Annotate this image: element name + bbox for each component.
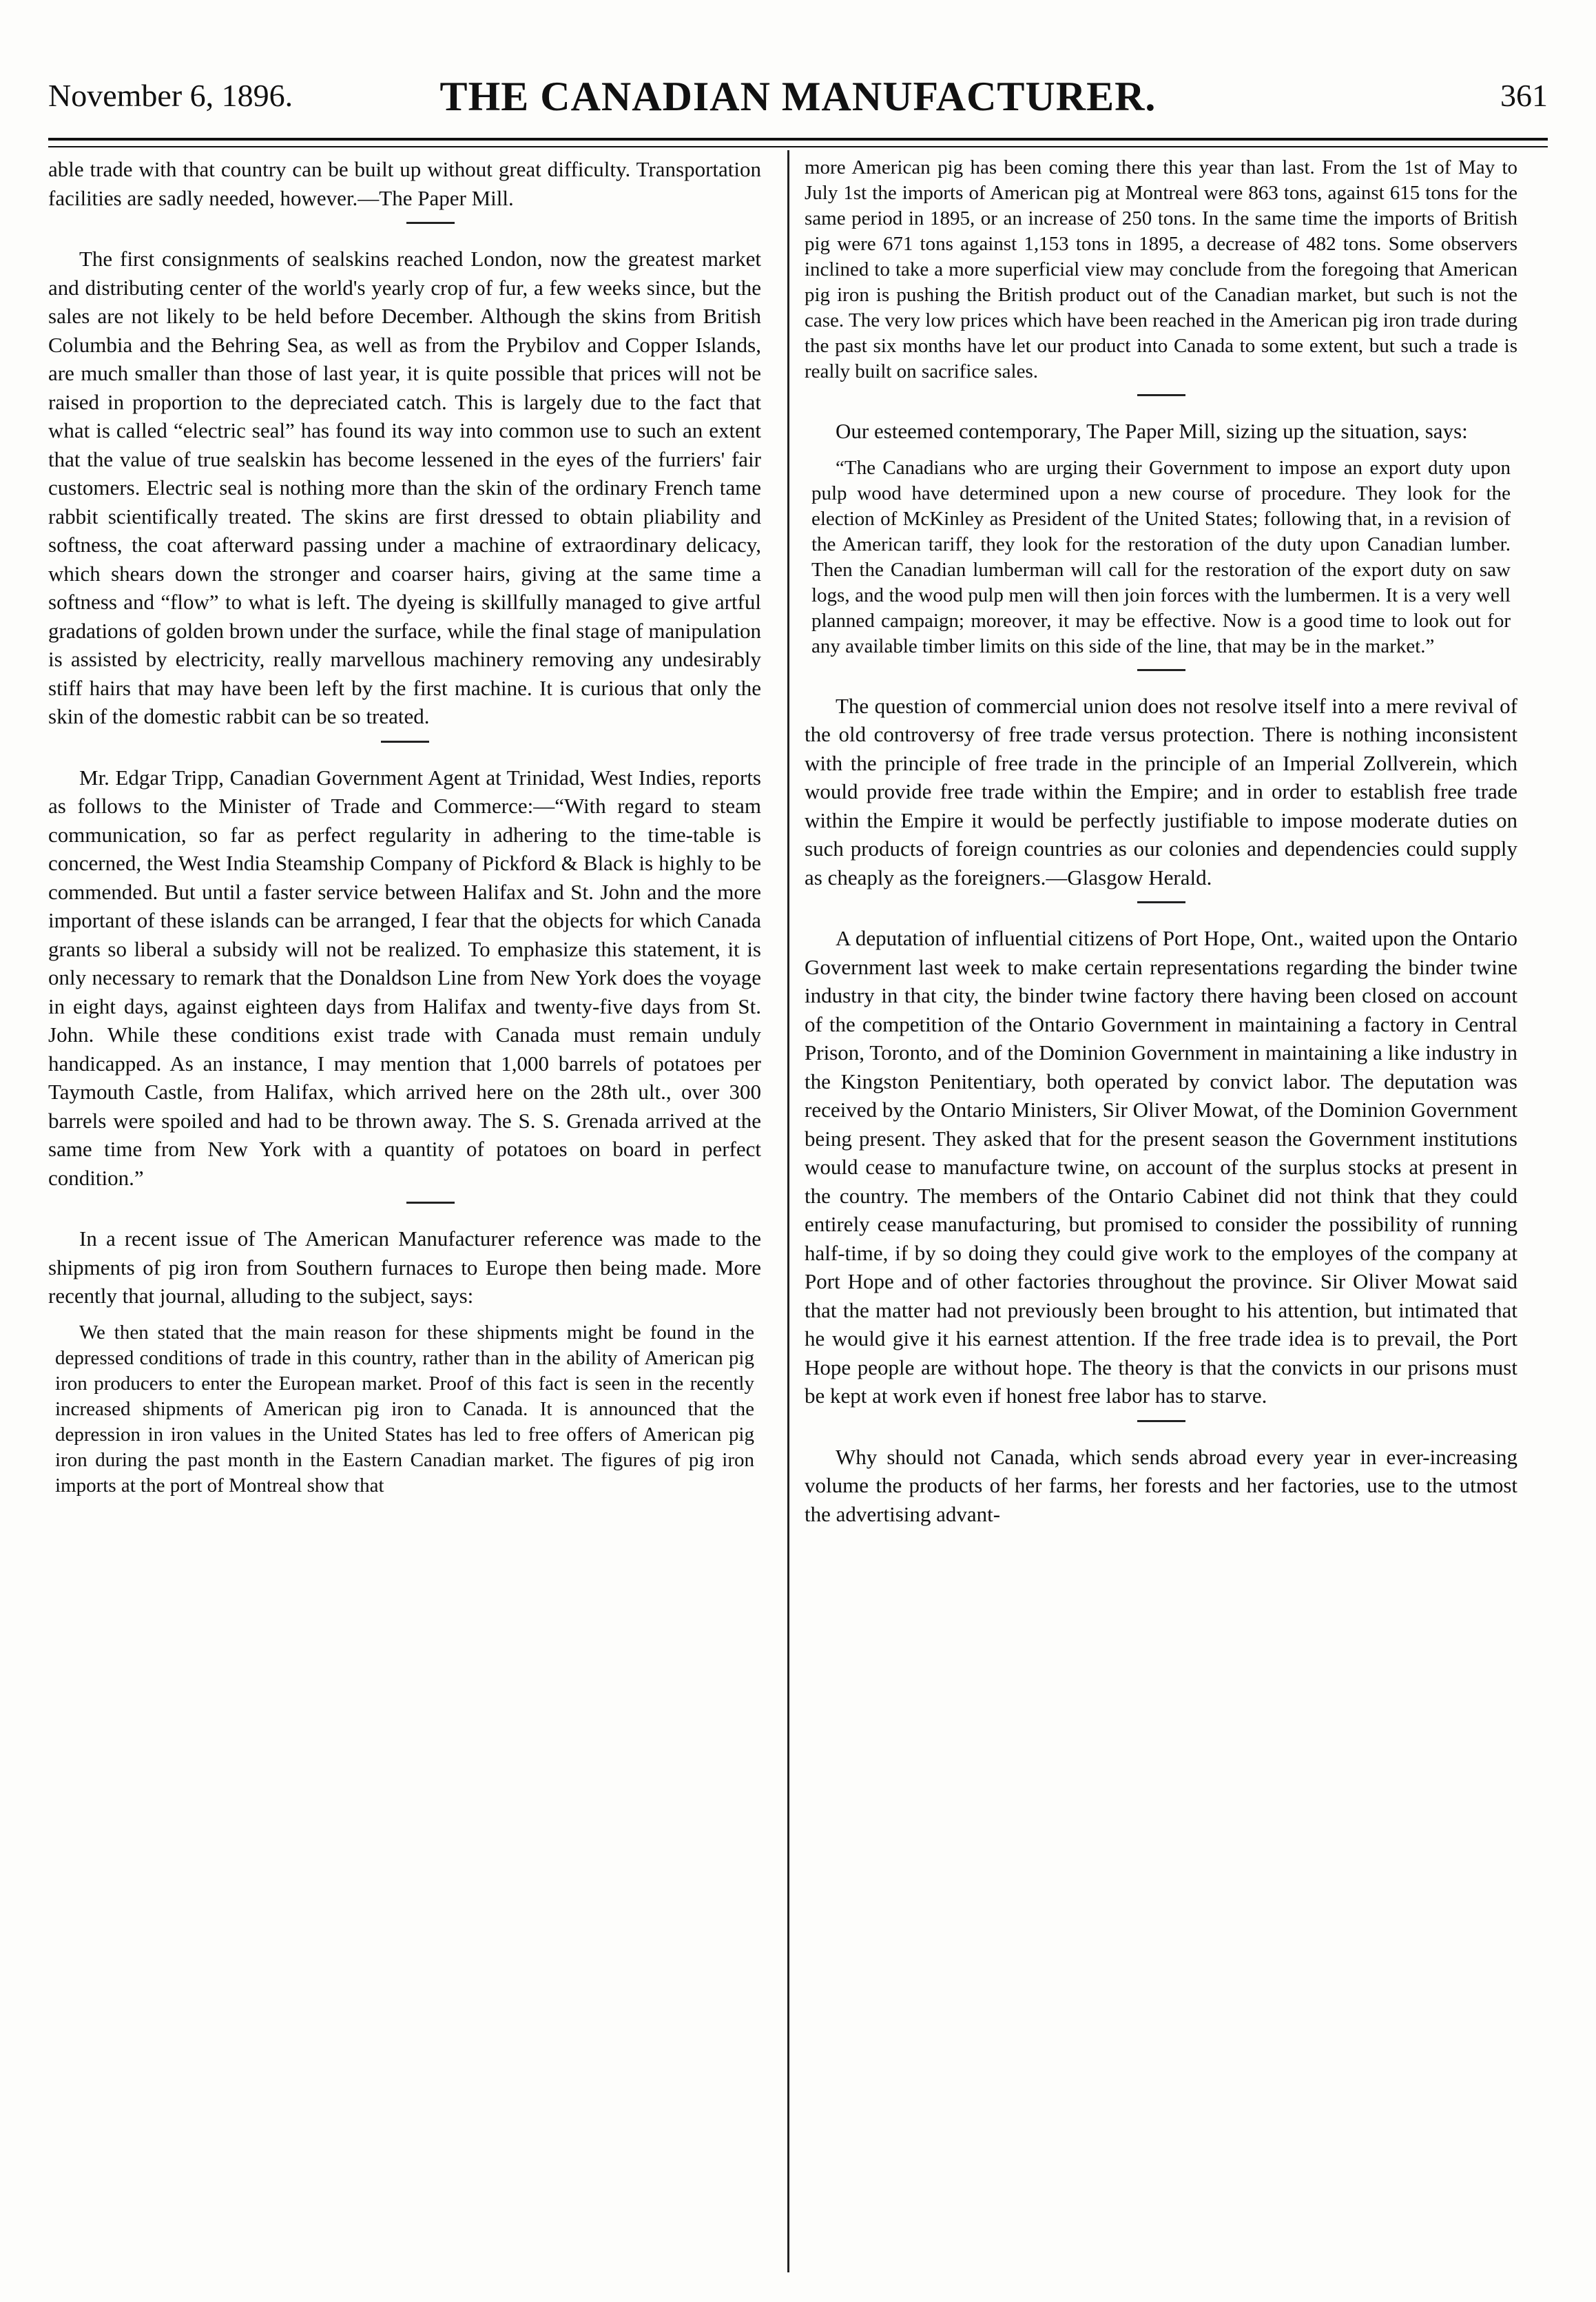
article-paper-mill-quote: “The Canadians who are urging their Government to impose an export duty upon pulp wood have determined upon a new course of procedure. They look for the election of McKinley as President of the United States; following that, in a revision of the American tariff, they look for the restoration of the duty upon Canadian lumber. Then the Canadian lumberman will call for the restoration of the export duty on saw logs, and the wood pulp men will then join forces with the lumbermen. It is a very well planned campaign; moreover, it may be effective. Now is a good time to look out for any available timber limits on this side of the line, that may be in the market.” <box>811 456 1511 657</box>
article-pig-iron-intro: In a recent issue of The American Manufacturer reference was made to the shipments of pig iron from Southern furnaces to Europe then being made. More recently that journal, alluding to the subject, says: <box>48 1226 761 1308</box>
article-canada-advertising: Why should not Canada, which sends abroad every year in ever-increasing volume the products of her farms, her forests and her factories, use to the utmost the advertising advant- <box>805 1444 1517 1526</box>
page-number: 361 <box>1500 78 1548 113</box>
article-pig-iron-quote-cont: more American pig has been coming there this year than last. From the 1st of May to July 1st the imports of American pig at Montreal were 863 tons, against 615 tons for the same period in 1895, or an increase of 250 tons. In the same time the imports of British pig were 671 tons against 1,153 tons in 1895, a decrease of 482 tons. Some observers inclined to take a more superficial view may conclude from the foregoing that American pig iron is pushing the British product out of the Canadian market, but such is not the case. The very low prices which have been reached in the American pig iron trade during the past six months have let our product into Canada to some extent, but such a trade is really built on sacrifice sales. <box>805 156 1517 382</box>
header-rule-thin <box>48 146 1548 147</box>
article-separator <box>1137 394 1185 396</box>
article-pig-iron-quote: We then stated that the main reason for these shipments might be found in the depressed conditions of trade in this country, rather than in the ability of American pig iron producers to enter the European market. Proof of this fact is seen in the recently increased shipments of American pig iron to Canada. It is announced that the depression in iron values in the United States has led to free offers of American pig iron during the past month in the Eastern Canadian market. The figures of pig iron imports at the port of Montreal show that <box>55 1321 754 1497</box>
article-sealskins: The first consignments of sealskins reached London, now the greatest market and distributing center of the world's yearly crop of fur, a few weeks since, but the sales are not likely to be held before December. Although the skins from British Columbia and the Behring Sea, as well as from the Prybilov and Copper Islands, are much smaller than those of last year, it is quite possible that prices will not be raised in proportion to the depreciated catch. This is largely due to the fact that what is called “electric seal” has found its way into common use to such an extent that the value of true sealskin has become lessened in the eyes of the furriers' fair customers. Electric seal is nothing more than the skin of the ordinary French tame rabbit scientifically treated. The skins are first dressed to obtain pliability and softness, the coat afterward passing under a machine of extraordinary delicacy, which shears down the stronger and coarser hairs, giving at the same time a softness and “flow” to what is left. The dyeing is skillfully managed to give artful gradations of golden brown under the surface, while the final stage of manipulation is assisted by electricity, really marvellous machinery removing any undesirably stiff hairs that may have been left by the first machine. It is curious that only the skin of the domestic rabbit can be so treated. <box>48 247 761 728</box>
article-edgar-tripp: Mr. Edgar Tripp, Canadian Government Agent at Trinidad, West Indies, reports as follows to the Minister of Trade and Commerce:—“With regard to steam communication, so far as perfect regularity in adhering to the time-table is concerned, the West India Steamship Company of Pickford & Black is highly to be commended. But until a faster service between Halifax and St. John and the more important of these islands can be arranged, I fear that the objects for which Canada grants so liberal a subsidy will not be realized. To emphasize this statement, it is only necessary to remark that the Donaldson Line from New York does the voyage in eight days, against eighteen days from Halifax and twenty-five days from St. John. While these conditions exist trade with Canada must remain unduly handicapped. As an instance, I may mention that 1,000 barrels of potatoes per Taymouth Castle, from Halifax, which arrived here on the 28th ult., over 300 barrels were spoiled and had to be thrown away. The S. S. Grenada arrived at the same time from New York with a quantity of potatoes on board in perfect condition.” <box>48 765 761 1190</box>
article-separator <box>1137 669 1185 671</box>
column-divider <box>787 150 789 2272</box>
article-port-hope-deputation: A deputation of influential citizens of Port Hope, Ont., waited upon the Ontario Government last week to make certain representations regarding the binder twine industry in that city, the binder twine factory there having been closed on account of the competition of the Ontario Government in maintaining a factory in Central Prison, Toronto, and of the Dominion Government in maintaining a like industry in the Kingston Penitentiary, both operated by convict labor. The deputation was received by the Ontario Ministers, Sir Oliver Mowat, of the Dominion Government being present. They asked that for the present season the Government institutions would cease to manufacture twine, on account of the surplus stocks at present in the country. The members of the Ontario Cabinet did not think that they could entirely cease manufacturing, but promised to consider the possibility of running half-time, if by so doing they could give work to the employes of the company at Port Hope and of other factories throughout the province. Sir Oliver Mowat said that the matter had not previously been brought to his attention, but intimated that he would give it his earnest attention. If the free trade idea is to prevail, the Port Hope people are without hope. The theory is that the convicts in our prisons must be kept at work even if honest free labor has to starve. <box>805 926 1517 1408</box>
article-paper-mill-intro: Our esteemed contemporary, The Paper Mill, sizing up the situation, says: <box>836 419 1468 443</box>
issue-date: November 6, 1896. <box>48 78 293 113</box>
article-commercial-union: The question of commercial union does not resolve itself into a mere revival of the old controversy of free trade versus protection. There is nothing inconsistent with the principle of free trade in the principle of an Imperial Zollverein, which would provide free trade within the Empire; and in order to establish free trade within the Empire it would be perfectly justifiable to impose moderate duties on such products of foreign countries as our colonies and dependencies could supply as cheaply as the foreigners.—Glasgow Herald. <box>805 693 1517 890</box>
article-separator <box>406 222 455 224</box>
publication-title: THE CANADIAN MANUFACTURER. <box>439 74 1157 119</box>
article-separator <box>1137 1420 1185 1422</box>
article-paper-mill-end: able trade with that country can be built up without great difficulty. Transportation facilities are sadly needed, however.—The Paper Mill. <box>48 157 761 210</box>
page-header <box>48 74 1548 125</box>
left-column <box>48 155 761 2284</box>
header-rule-thick <box>48 138 1548 141</box>
article-separator <box>381 741 429 743</box>
right-column <box>805 155 1517 2284</box>
article-separator <box>406 1202 455 1204</box>
article-separator <box>1137 901 1185 903</box>
